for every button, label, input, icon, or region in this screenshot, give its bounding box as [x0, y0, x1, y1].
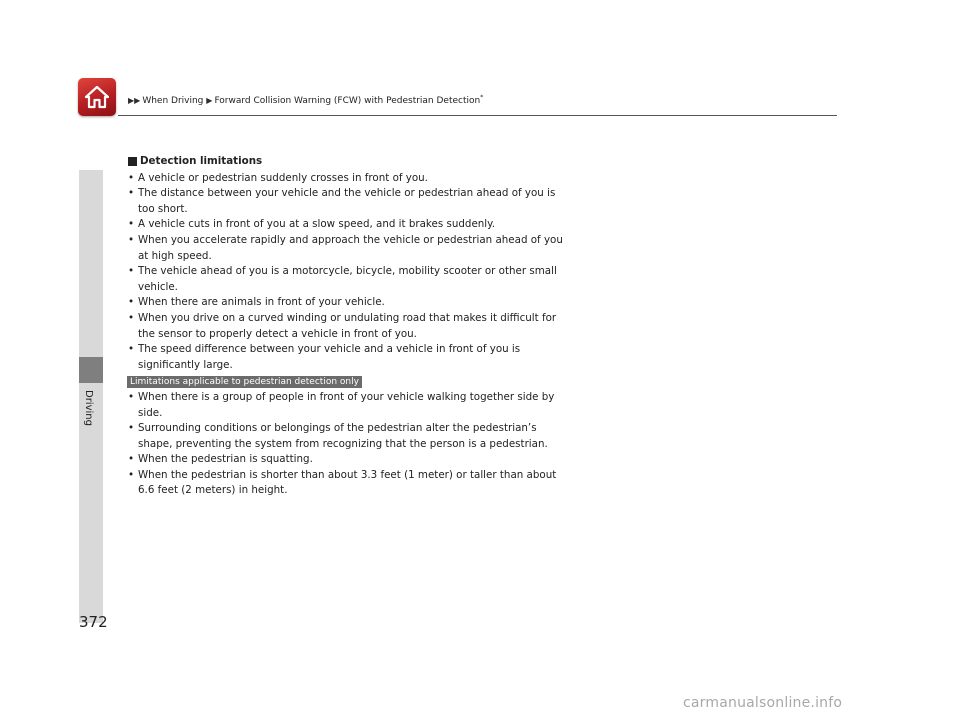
detection-limitations-section [128, 154, 563, 499]
limitations-list [128, 171, 563, 374]
page-number: 372 [79, 613, 108, 631]
section-label: Driving [83, 390, 94, 426]
list-item: • The distance between your vehicle and the vehicle or pedestrian ahead of you is too short. [128, 186, 563, 217]
section-heading [128, 154, 563, 170]
home-icon [83, 84, 111, 110]
section-tab-marker [79, 357, 103, 383]
list-item: • When you accelerate rapidly and approach the vehicle or pedestrian ahead of you at high speed. [128, 233, 563, 264]
list-item: • When there is a group of people in front of your vehicle walking together side by side. [128, 390, 563, 421]
breadcrumb [128, 94, 483, 106]
watermark: carmanualsonline.info [683, 695, 843, 711]
list-item: • A vehicle cuts in front of you at a slow speed, and it brakes suddenly. [128, 217, 563, 233]
list-item: • When the pedestrian is shorter than about 3.3 feet (1 meter) or taller than about 6.6 feet (2 meters) in height. [128, 468, 563, 499]
list-item: • The vehicle ahead of you is a motorcycle, bicycle, mobility scooter or other small vehicle. [128, 264, 563, 295]
footnote-mark: * [480, 94, 484, 101]
list-item: • Surrounding conditions or belongings of the pedestrian alter the pedestrian’s shape, preventing the system from recognizing that the person is a pedestrian. [128, 421, 563, 452]
header-rule [118, 115, 837, 116]
pedestrian-limitations-list [128, 390, 563, 499]
breadcrumb-arrow-icon: ▶ [206, 96, 213, 105]
breadcrumb-item-when-driving[interactable]: When Driving [142, 96, 204, 106]
list-item: • A vehicle or pedestrian suddenly crosses in front of you. [128, 171, 563, 187]
list-item: • When there are animals in front of your vehicle. [128, 295, 563, 311]
section-heading-text: Detection limitations [140, 155, 263, 167]
home-button[interactable] [78, 78, 116, 116]
list-item: • When you drive on a curved winding or undulating road that makes it difficult for the sensor to properly detect a vehicle in front of you. [128, 311, 563, 342]
list-item: • When the pedestrian is squatting. [128, 452, 563, 468]
list-item: • The speed difference between your vehicle and a vehicle in front of you is significantly large. [128, 342, 563, 373]
square-bullet-icon [128, 157, 137, 166]
breadcrumb-item-fcw[interactable]: Forward Collision Warning (FCW) with Pedestrian Detection [214, 96, 481, 106]
pedestrian-limitations-tag: Limitations applicable to pedestrian detection only [127, 376, 362, 388]
breadcrumb-arrow-icon: ▶▶ [128, 96, 141, 105]
